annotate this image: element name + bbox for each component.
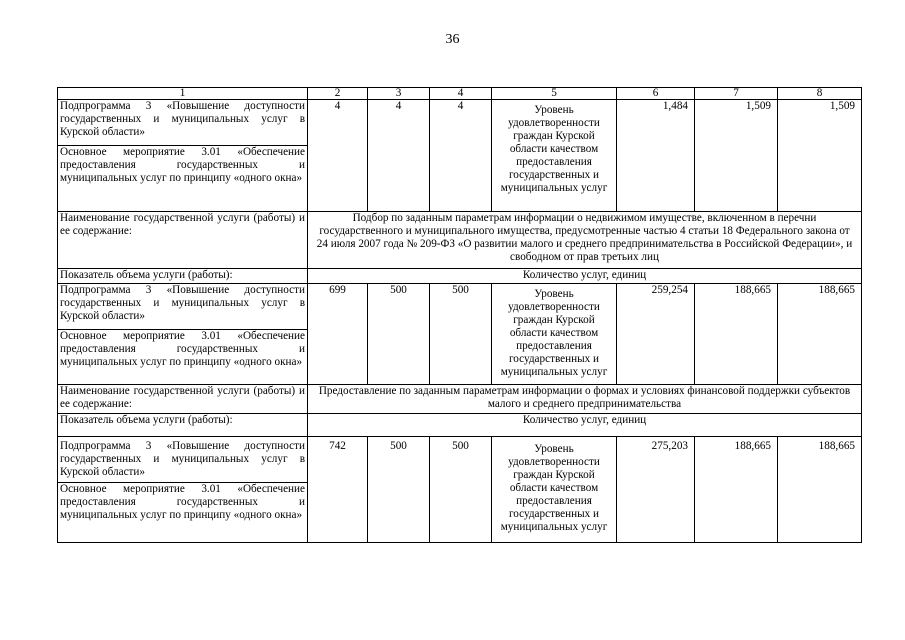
value-cell: 4 xyxy=(308,100,368,212)
value-cell: 4 xyxy=(430,100,492,212)
header-cell: 1 xyxy=(58,88,308,100)
value-cell: 500 xyxy=(430,437,492,543)
value-cell: 1,509 xyxy=(695,100,778,212)
subprogram-cell: Подпрограмма 3 «Повышение доступности государственных и муниципальных услуг в Курской области» xyxy=(58,284,308,330)
value-cell: 188,665 xyxy=(778,437,862,543)
table-row xyxy=(58,385,862,414)
header-row xyxy=(58,88,862,100)
value-cell: 699 xyxy=(308,284,368,385)
value-cell: 1,509 xyxy=(778,100,862,212)
value-cell: 500 xyxy=(368,284,430,385)
activity-cell: Основное мероприятие 3.01 «Обеспечение предоставления государственных и муниципальных услуг по принципу «одного окна» xyxy=(58,330,308,385)
volume-label-cell: Показатель объема услуги (работы): xyxy=(58,269,308,284)
header-cell: 4 xyxy=(430,88,492,100)
value-cell: 259,254 xyxy=(617,284,695,385)
activity-cell: Основное мероприятие 3.01 «Обеспечение предоставления государственных и муниципальных услуг по принципу «одного окна» xyxy=(58,146,308,212)
volume-value-cell: Количество услуг, единиц xyxy=(308,414,862,437)
indicator-cell: Уровень удовлетворенности граждан Курской области качеством предоставления государственных и муниципальных услуг xyxy=(492,100,617,212)
header-cell: 6 xyxy=(617,88,695,100)
value-cell: 1,484 xyxy=(617,100,695,212)
value-cell: 500 xyxy=(430,284,492,385)
table-row xyxy=(58,212,862,269)
value-cell: 275,203 xyxy=(617,437,695,543)
table-row xyxy=(58,414,862,437)
header-cell: 3 xyxy=(368,88,430,100)
value-cell: 188,665 xyxy=(695,284,778,385)
value-cell: 500 xyxy=(368,437,430,543)
service-text-cell: Подбор по заданным параметрам информации о недвижимом имуществе, включенном в перечни государственного и муниципального имущества, предусмотренные частью 4 статьи 18 Федерального закона от 24 июля 2007 года № 209-ФЗ «О развитии малого и среднего предпринимательства в Российской Федерации», и свободном от прав третьих лиц xyxy=(308,212,862,269)
table-row xyxy=(58,437,862,483)
header-cell: 8 xyxy=(778,88,862,100)
header-cell: 7 xyxy=(695,88,778,100)
value-cell: 188,665 xyxy=(695,437,778,543)
service-label-cell: Наименование государственной услуги (работы) и ее содержание: xyxy=(58,385,308,414)
value-cell: 4 xyxy=(368,100,430,212)
data-table xyxy=(57,87,862,543)
page-number: 36 xyxy=(445,32,460,47)
header-cell: 2 xyxy=(308,88,368,100)
volume-label-cell: Показатель объема услуги (работы): xyxy=(58,414,308,437)
subprogram-cell: Подпрограмма 3 «Повышение доступности государственных и муниципальных услуг в Курской области» xyxy=(58,100,308,146)
table-row xyxy=(58,269,862,284)
header-cell: 5 xyxy=(492,88,617,100)
activity-cell: Основное мероприятие 3.01 «Обеспечение предоставления государственных и муниципальных услуг по принципу «одного окна» xyxy=(58,483,308,543)
volume-value-cell: Количество услуг, единиц xyxy=(308,269,862,284)
table-row xyxy=(58,284,862,330)
indicator-cell: Уровень удовлетворенности граждан Курской области качеством предоставления государственных и муниципальных услуг xyxy=(492,437,617,543)
table-row xyxy=(58,100,862,146)
service-label-cell: Наименование государственной услуги (работы) и ее содержание: xyxy=(58,212,308,269)
value-cell: 742 xyxy=(308,437,368,543)
value-cell: 188,665 xyxy=(778,284,862,385)
subprogram-cell: Подпрограмма 3 «Повышение доступности государственных и муниципальных услуг в Курской области» xyxy=(58,437,308,483)
indicator-cell: Уровень удовлетворенности граждан Курской области качеством предоставления государственных и муниципальных услуг xyxy=(492,284,617,385)
service-text-cell: Предоставление по заданным параметрам информации о формах и условиях финансовой поддержки субъектов малого и среднего предпринимательства xyxy=(308,385,862,414)
